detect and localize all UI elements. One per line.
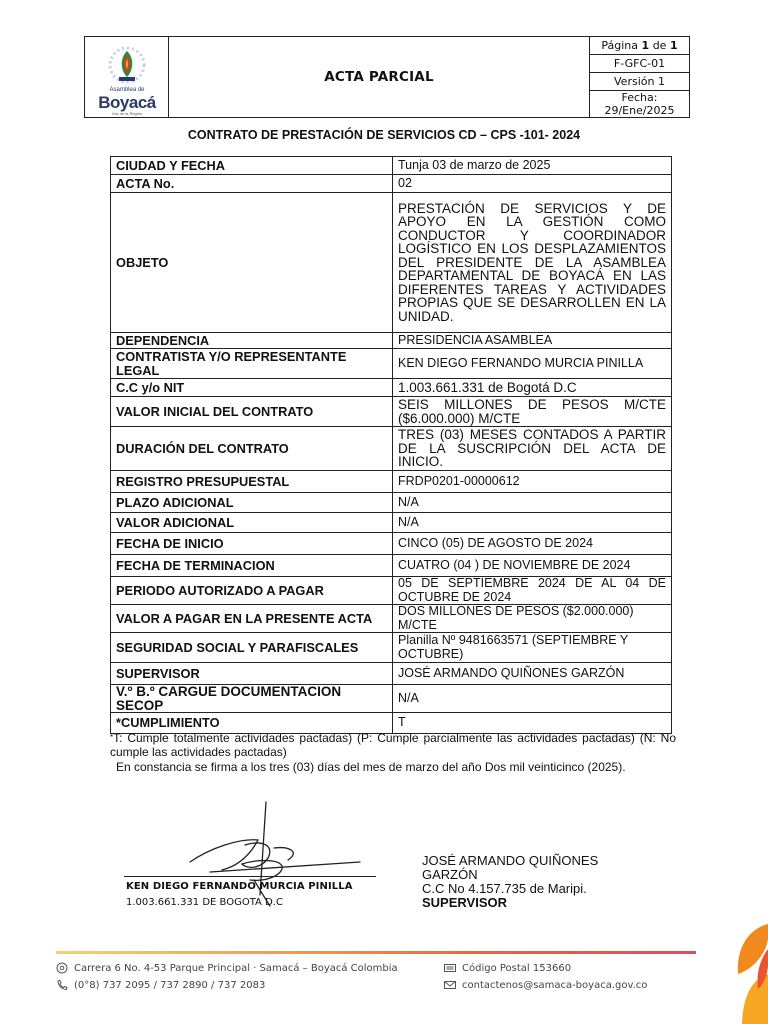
- row-key: C.C y/o NIT: [111, 379, 393, 397]
- table-row: [111, 555, 672, 577]
- document-meta: [589, 37, 689, 117]
- table-row: [111, 333, 672, 349]
- row-value: N/A: [393, 685, 672, 713]
- row-value: JOSÉ ARMANDO QUIÑONES GARZÓN: [393, 663, 672, 685]
- supervisor-id: C.C No 4.157.735 de Maripi.: [422, 881, 587, 896]
- row-key: CONTRATISTA Y/O REPRESENTANTE LEGAL: [111, 349, 393, 379]
- table-row: [111, 349, 672, 379]
- table-row: [111, 397, 672, 427]
- note-star: *: [110, 733, 114, 742]
- table-row: [111, 513, 672, 533]
- decorative-petals-icon: [698, 894, 768, 1024]
- page-prefix: Página: [601, 39, 639, 52]
- row-key: PLAZO ADICIONAL: [111, 493, 393, 513]
- postal-icon: [444, 962, 456, 974]
- supervisor-role: SUPERVISOR: [422, 895, 508, 910]
- row-value: SEIS MILLONES DE PESOS M/CTE ($6.000.000) M/CTE: [393, 397, 672, 427]
- page-total: 1: [669, 39, 678, 52]
- row-value: PRESTACIÓN DE SERVICIOS Y DE APOYO EN LA GESTIÓN COMO CONDUCTOR Y COORDINADOR LOGÍSTICO EN LOS DESPLAZAMIENTOS DEL PRESIDENTE DE LA ASAMBLEA DEPARTAMENTAL DE BOYACÁ EN LAS DIFERENTES TAREAS Y ACTIVIDADES PROPIAS QUE SE DESARROLLEN EN LA UNIDAD.: [393, 193, 672, 333]
- page-indicator: [590, 37, 689, 55]
- table-row: [111, 379, 672, 397]
- logo-subtitle: Voz de la Región: [111, 111, 143, 116]
- row-key: REGISTRO PRESUPUESTAL: [111, 471, 393, 493]
- row-value: T: [393, 713, 672, 734]
- postal-text: Código Postal 153660: [462, 962, 572, 974]
- row-value: Planilla Nº 9481663571 (SEPTIEMBRE Y OCTUBRE): [393, 633, 672, 663]
- row-value: Tunja 03 de marzo de 2025: [393, 157, 672, 175]
- document-header: [84, 36, 690, 118]
- table-row: [111, 533, 672, 555]
- closing-statement: En constancia se firma a los tres (03) días del mes de marzo del año Dos mil veinticinco (2025).: [116, 760, 626, 774]
- table-row: [111, 493, 672, 513]
- row-key: PERIODO AUTORIZADO A PAGAR: [111, 577, 393, 605]
- footer-email: [444, 979, 647, 991]
- row-key: ACTA No.: [111, 175, 393, 193]
- row-value: CINCO (05) DE AGOSTO DE 2024: [393, 533, 672, 555]
- table-row: [111, 175, 672, 193]
- logo-top-text: Asamblea de: [109, 87, 145, 93]
- row-key: SEGURIDAD SOCIAL Y PARAFISCALES: [111, 633, 393, 663]
- row-key: VALOR INICIAL DEL CONTRATO: [111, 397, 393, 427]
- row-value: 05 DE SEPTIEMBRE 2024 DE AL 04 DE OCTUBRE DE 2024: [393, 577, 672, 605]
- email-text: contactenos@samaca-boyaca.gov.co: [462, 979, 648, 991]
- row-key: V.º B.º CARGUE DOCUMENTACION SECOP: [111, 685, 393, 713]
- footer-phones: [56, 979, 265, 991]
- supervisor-block: [422, 854, 642, 910]
- date-label: Fecha:: [621, 91, 658, 104]
- table-row: [111, 471, 672, 493]
- mail-icon: [444, 979, 456, 991]
- logo-name: Boyacá: [98, 93, 156, 112]
- row-value: FRDP0201-00000612: [393, 471, 672, 493]
- row-value: N/A: [393, 513, 672, 533]
- note-text: T: Cumple totalmente actividades pactadas) (P: Cumple parcialmente las actividades pactadas) (N: No cumple las actividades pactadas): [110, 731, 676, 759]
- row-key: DURACIÓN DEL CONTRATO: [111, 427, 393, 471]
- table-row: [111, 663, 672, 685]
- address-text: Carrera 6 No. 4-53 Parque Principal · Samacá – Boyacá Colombia: [74, 962, 398, 974]
- row-value: CUATRO (04 ) DE NOVIEMBRE DE 2024: [393, 555, 672, 577]
- contractor-id: 1.003.661.331 DE BOGOTA D.C: [126, 897, 283, 908]
- row-key: DEPENDENCIA: [111, 333, 393, 349]
- row-key: OBJETO: [111, 193, 393, 333]
- contract-table: [110, 156, 672, 734]
- form-version: Versión 1: [590, 73, 689, 91]
- row-key: VALOR A PAGAR EN LA PRESENTE ACTA: [111, 605, 393, 633]
- row-key: FECHA DE INICIO: [111, 533, 393, 555]
- row-key: VALOR ADICIONAL: [111, 513, 393, 533]
- table-row: [111, 633, 672, 663]
- phone-icon: [56, 979, 68, 991]
- row-value: N/A: [393, 493, 672, 513]
- form-code: F-GFC-01: [590, 55, 689, 73]
- row-value: 02: [393, 175, 672, 193]
- row-key: SUPERVISOR: [111, 663, 393, 685]
- table-row: [111, 605, 672, 633]
- row-key: *CUMPLIMIENTO: [111, 713, 393, 734]
- location-icon: [56, 962, 68, 974]
- document-title: ACTA PARCIAL: [324, 69, 434, 85]
- logo: [85, 37, 169, 117]
- row-key: CIUDAD Y FECHA: [111, 157, 393, 175]
- page-separator: de: [652, 39, 667, 52]
- row-value: DOS MILLONES DE PESOS ($2.000.000) M/CTE: [393, 605, 672, 633]
- row-value: PRESIDENCIA ASAMBLEA: [393, 333, 672, 349]
- row-key: FECHA DE TERMINACION: [111, 555, 393, 577]
- form-date: [590, 91, 689, 117]
- page-number: 1: [641, 39, 650, 52]
- table-row: [111, 685, 672, 713]
- phones-text: (0°8) 737 2095 / 737 2890 / 737 2083: [74, 979, 266, 991]
- date-value: 29/Ene/2025: [604, 104, 675, 117]
- row-value: TRES (03) MESES CONTADOS A PARTIR DE LA SUSCRIPCIÓN DEL ACTA DE INICIO.: [393, 427, 672, 471]
- handwritten-signature: [150, 800, 380, 910]
- table-row: [111, 193, 672, 333]
- row-value: KEN DIEGO FERNANDO MURCIA PINILLA: [393, 349, 672, 379]
- signature-line: [124, 876, 376, 877]
- table-row: [111, 157, 672, 175]
- footer-address: [56, 962, 398, 974]
- supervisor-name: JOSÉ ARMANDO QUIÑONES GARZÓN: [422, 853, 599, 882]
- contractor-name: KEN DIEGO FERNANDO MURCIA PINILLA: [126, 881, 353, 892]
- footer-postal: [444, 962, 571, 974]
- contract-title: CONTRATO DE PRESTACIÓN DE SERVICIOS CD – CPS -101- 2024: [187, 128, 581, 142]
- row-value: 1.003.661.331 de Bogotá D.C: [393, 379, 672, 397]
- table-row: [111, 427, 672, 471]
- table-row: [111, 577, 672, 605]
- footer-divider: [56, 951, 696, 954]
- compliance-note: [110, 731, 676, 759]
